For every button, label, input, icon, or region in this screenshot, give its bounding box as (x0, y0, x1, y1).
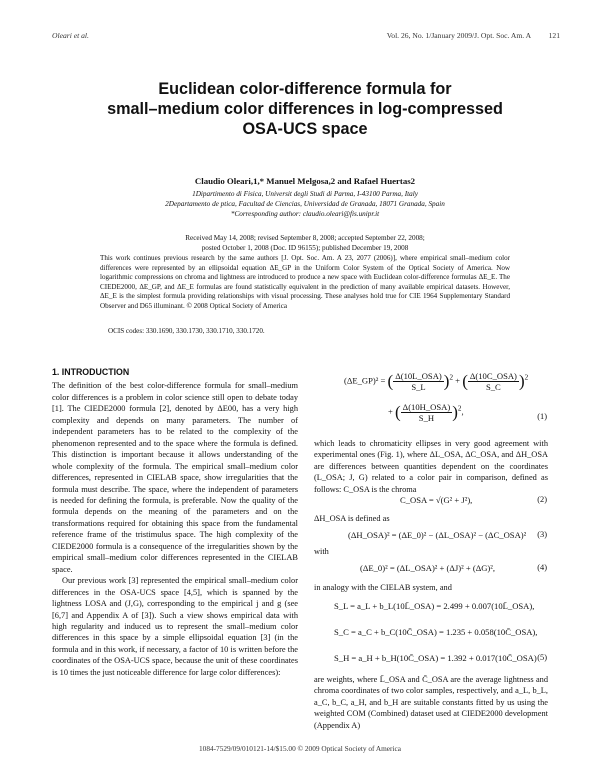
equation-5c: S_H = a_H + b_H(10C̄_OSA) = 1.392 + 0.017(10C̄_OSA) (334, 653, 537, 663)
equation-number: (4) (537, 563, 547, 572)
eq1-term3-den: S_H (418, 413, 435, 423)
body-text: with (314, 547, 329, 556)
running-header-authors: Oleari et al. (52, 31, 89, 40)
body-paragraph: Our previous work [3] represented the empirical small–medium color differences in the OSA-UCS space [4,5], which is spanned by the lightness LOSA and (J,G), corresponding to the empirical j and g (see [6,7] and Appendix A of [3]). Such a view shows empirical data with high regularity and induced us to represent the small–medium color differences in this space by a simple ellipsoidal equation [3] (in the formula and in this work, if necessary, a factor of 10 is written before the coordinates of the OSA-UCS space, because the unit of these coordinates is 10 times the just noticeable difference for large color differences): (52, 576, 298, 677)
affiliation-line: *Corresponding author: claudio.oleari@fis.unipr.it (230, 210, 380, 218)
eq1-term3-num: Δ(10H_OSA) (402, 402, 451, 412)
title-line: Euclidean color-difference formula for (158, 80, 452, 98)
body-paragraph: are weights, where L̄_OSA and C̄_OSA are the average lightness and chroma coordinates of two color samples, respectively, and a_L, b_L, a_C, b_C, a_H, and b_H are suitable constants fitted by us using the weighted COM (Combined) dataset used at CIEDE2000 development (Appendix A) (314, 675, 548, 730)
affiliation-line: 1Dipartimento di Fisica, Universit degli Studi di Parma, I-43100 Parma, Italy (192, 190, 418, 198)
page-footer: 1084-7529/09/010121-14/$15.00 © 2009 Optical Society of America (199, 744, 401, 753)
equation-3: (ΔH_OSA)² = (ΔE_0)² − (ΔL_OSA)² − (ΔC_OSA)² (348, 530, 527, 540)
equation-number: (5) (537, 653, 547, 662)
equation-5a: S_L = a_L + b_L(10L̄_OSA) = 2.499 + 0.007(10L̄_OSA), (334, 601, 535, 611)
left-column (52, 367, 298, 678)
equation-number: (3) (537, 530, 547, 539)
title-line: small–medium color differences in log-compressed (107, 100, 503, 118)
abstract: This work continues previous research by the same authors [J. Opt. Soc. Am. A 23, 2077 (2006)], where empirical small–medium color differences were represented by an ellipsoidal equation ΔE_GP in the Uniform Color System of the Optical Society of America. Now logarithmic compressions on chroma and lightness are introduced to produce a new space with Euclidean color-difference formulas ΔE_E. The CIEDE2000, ΔE_GP, and ΔE_E formulas are found statistically equivalent in the prediction of many available empirical datasets. However, ΔE_E is the simplest formula providing relationships with visual processing. These analyses hold true for CIE 1964 Supplementary Standard Observer and D65 illuminant. © 2008 Optical Society of America (100, 254, 510, 310)
journal-citation: Vol. 26, No. 1/January 2009/J. Opt. Soc. Am. A (386, 31, 531, 40)
paper-title (60, 79, 550, 139)
equation-1-cont: + ( $\frac{\text{Δ(10H\_OSA)}}{S\_H}$ )$^2$, (388, 402, 464, 423)
equation-4: (ΔE_0)² = (ΔL_OSA)² + (ΔJ)² + (ΔG)², (360, 563, 496, 573)
equation-number: (1) (537, 412, 547, 421)
eq1-term1-num: Δ(10L_OSA) (395, 371, 442, 381)
body-paragraph: The definition of the best color-difference formula for small–medium color differences is a problem in color science still open to debate today [1]. The CIEDE2000 formula [2], denoted by ΔE00, has a very high complexity and depends on many parameters. The number of independent parameters has to be related to the complexity of the phenomenon represented and to the space where the formula is defined. This distinction is important because it allows understanding of the whole complexity of the formula. The empirical small–medium color differences, represented in CIELAB space, show irregularities that the formula must describe. The space, where the independent of parameters is needed for defining the formula, is preferable. Now the quality of the formula depends on the meaning of the parameters and on the transformations required for obtaining this space from the fundamental reference frame of the tristimulus space. The high complexity of the CIEDE2000 formula is a consequence of the irregularities shown by the empirical small–medium color differences represented in the CIELAB space. (52, 381, 298, 574)
body-text: ΔH_OSA is defined as (314, 514, 390, 523)
eq1-lhs: (ΔE_GP)² = (344, 375, 386, 386)
equation-number: (2) (537, 495, 547, 504)
eq1-term2-num: Δ(10C_OSA) (469, 371, 517, 381)
affiliations (60, 189, 550, 219)
affiliation-line: 2Departamento de ptica, Facultad de Ciencias, Universidad de Granada, 18071 Granada, Spain (165, 200, 445, 208)
body-paragraph: which leads to chromaticity ellipses in very good agreement with experimental ones (Fig. 1), where ΔL_OSA, ΔC_OSA, and ΔH_OSA are differences between quantities dependent on the coordinates (L_OSA; J, G) related to a color pair in comparison, defined as follows: C_OSA is the chroma (314, 439, 548, 494)
ocis-codes: OCIS codes: 330.1690, 330.1730, 330.1710, 330.1720. (108, 327, 265, 335)
section-heading: 1. INTRODUCTION (52, 367, 130, 377)
running-header-journal (387, 31, 560, 40)
equation-1: (ΔE_GP)² = ( $\frac{\text{Δ(10L\_OSA)}}{S\_L}$ )$^2$ + ( $\frac{\text{Δ(10C\_OSA)}}{S\_C}$ )$^2$ (344, 371, 529, 392)
equation-2: C_OSA = √(G² + J²), (400, 495, 473, 505)
received-line: Received May 14, 2008; revised September 8, 2008; accepted September 22, 2008; (185, 234, 425, 242)
eq1-term1-den: S_L (411, 382, 426, 392)
author-list: Claudio Oleari,1,* Manuel Melgosa,2 and Rafael Huertas2 (194, 176, 416, 186)
received-dates (60, 234, 550, 253)
page-number: 121 (548, 31, 560, 40)
received-line: posted October 1, 2008 (Doc. ID 96155); published December 19, 2008 (201, 243, 409, 252)
equation-5b: S_C = a_C + b_C(10C̄_OSA) = 1.235 + 0.058(10C̄_OSA), (334, 627, 538, 637)
body-text: in analogy with the CIELAB system, and (314, 583, 452, 592)
title-line: OSA-UCS space (242, 120, 368, 138)
eq1-term2-den: S_C (485, 382, 501, 392)
